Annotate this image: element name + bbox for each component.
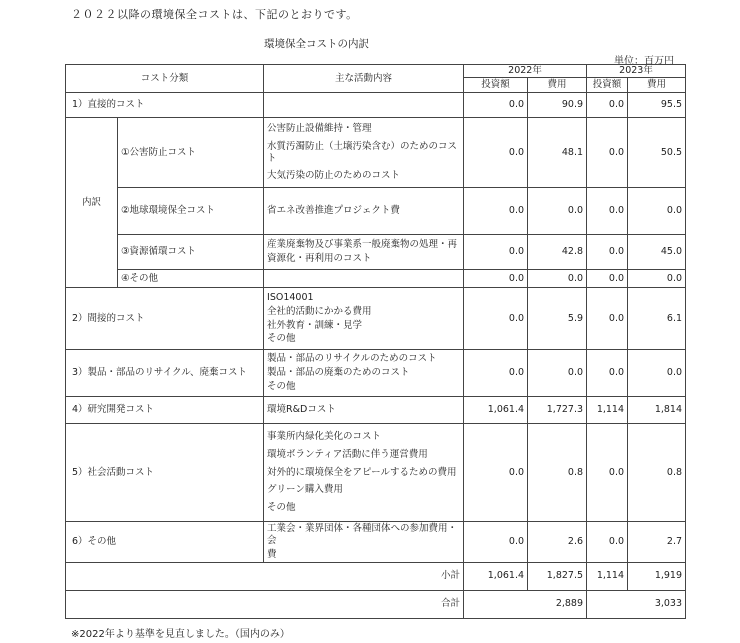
- value-cell: 0.0: [464, 288, 528, 350]
- activity-cell: [264, 235, 464, 270]
- activity-line: 製品・部品のリサイクルのためのコスト: [267, 353, 437, 365]
- activity-cell: [264, 188, 464, 235]
- activity-line: 対外的に環境保全をアピールするための費用: [267, 466, 457, 478]
- activity-line: ISO14001: [267, 291, 314, 303]
- activity-line: 公害防止設備維持・管理: [267, 122, 372, 134]
- intro-text: ２０２２以降の環境保全コストは、下記のとおりです。: [71, 8, 358, 21]
- value-cell: 1,827.5: [528, 562, 587, 590]
- activity-line: 社外教育・訓練・見学: [267, 319, 363, 331]
- value-cell: 6.1: [628, 288, 686, 350]
- value-cell: 48.1: [528, 118, 587, 188]
- value-cell: 45.0: [628, 235, 686, 270]
- activity-line: 製品・部品の廃棄のためのコスト: [267, 367, 410, 379]
- table-title: 環境保全コストの内訳: [264, 38, 369, 50]
- header-year-2023: 2023年: [587, 65, 686, 78]
- value-cell: 0.0: [528, 188, 587, 235]
- value-cell: 5.9: [528, 288, 587, 350]
- value-cell: 1,061.4: [464, 397, 528, 424]
- activity-cell: [264, 350, 464, 397]
- activity-line: 全社的活動にかかる費用: [267, 305, 372, 317]
- table-row: [66, 188, 686, 235]
- activity-cell: [264, 118, 464, 188]
- value-cell: 0.0: [464, 424, 528, 522]
- table-row: [66, 235, 686, 270]
- table-row: [66, 118, 686, 188]
- value-cell: 0.0: [587, 522, 628, 563]
- total-row: [66, 590, 686, 618]
- header-year-2022: 2022年: [464, 65, 587, 78]
- value-cell: 0.0: [628, 188, 686, 235]
- activity-line: 省エネ改善推進プロジェクト費: [267, 205, 400, 217]
- value-cell: 0.8: [628, 424, 686, 522]
- value-cell: 0.0: [464, 522, 528, 563]
- value-cell: 42.8: [528, 235, 587, 270]
- activity-line: 費: [267, 548, 277, 560]
- activity-cell: [264, 270, 464, 288]
- value-cell: 0.0: [587, 93, 628, 118]
- header-expense-2023: 費用: [628, 78, 686, 93]
- value-cell: 0.0: [464, 188, 528, 235]
- value-cell: 0.0: [464, 350, 528, 397]
- row-label-direct: 1）直接的コスト: [66, 93, 264, 118]
- value-cell: 0.8: [528, 424, 587, 522]
- value-cell: 0.0: [528, 350, 587, 397]
- value-cell: 0.0: [464, 93, 528, 118]
- activity-line: 事業所内緑化美化のコスト: [267, 430, 382, 442]
- activity-line: グリーン購入費用: [267, 484, 343, 496]
- row-label-other-sub: ④その他: [118, 270, 264, 288]
- table-row: [66, 350, 686, 397]
- total-2023: 3,033: [587, 590, 686, 618]
- subtotal-label: 小計: [66, 562, 464, 590]
- activity-line: 工業会・業界団体・各種団体への参加費用・会: [267, 523, 458, 546]
- table-row: [66, 93, 686, 118]
- activity-cell: [264, 288, 464, 350]
- row-label-pollution: ①公害防止コスト: [118, 118, 264, 188]
- value-cell: 0.0: [587, 350, 628, 397]
- value-cell: 0.0: [464, 270, 528, 288]
- row-label-social: 5）社会活動コスト: [66, 424, 264, 522]
- unit-label: 単位：百万円: [614, 56, 674, 67]
- activity-cell: [264, 522, 464, 563]
- activity-line: その他: [267, 333, 296, 345]
- value-cell: 0.0: [464, 118, 528, 188]
- environmental-cost-table: [65, 64, 686, 619]
- table-row: [66, 522, 686, 563]
- row-label-rnd: 4）研究開発コスト: [66, 397, 264, 424]
- table-row: [66, 270, 686, 288]
- row-label-other: 6）その他: [66, 522, 264, 563]
- row-label-indirect: 2）間接的コスト: [66, 288, 264, 350]
- value-cell: 2.7: [628, 522, 686, 563]
- value-cell: 0.0: [587, 288, 628, 350]
- activity-cell: [264, 93, 464, 118]
- activity-line: 水質汚濁防止（土壌汚染含む）のためのコスト: [267, 140, 458, 164]
- value-cell: 0.0: [587, 235, 628, 270]
- table-row: [66, 288, 686, 350]
- header-invest-2022: 投資額: [464, 78, 528, 93]
- value-cell: 1,061.4: [464, 562, 528, 590]
- value-cell: 1,814: [628, 397, 686, 424]
- row-label-recycle: 3）製品・部品のリサイクル、廃棄コスト: [66, 350, 264, 397]
- value-cell: 0.0: [628, 350, 686, 397]
- total-2022: 2,889: [464, 590, 587, 618]
- row-label-global: ②地球環境保全コスト: [118, 188, 264, 235]
- value-cell: 0.0: [464, 235, 528, 270]
- value-cell: 1,727.3: [528, 397, 587, 424]
- breakdown-label: 内訳: [66, 118, 118, 288]
- header-category: コスト分類: [66, 65, 264, 93]
- activity-line: 大気汚染の防止のためのコスト: [267, 170, 401, 182]
- activity-line: 環境R&Dコスト: [267, 404, 336, 416]
- activity-line: 資源化・再利用のコスト: [267, 253, 372, 264]
- value-cell: 1,919: [628, 562, 686, 590]
- table-row: [66, 397, 686, 424]
- value-cell: 0.0: [587, 270, 628, 288]
- value-cell: 0.0: [587, 118, 628, 188]
- value-cell: 0.0: [587, 188, 628, 235]
- value-cell: 95.5: [628, 93, 686, 118]
- value-cell: 90.9: [528, 93, 587, 118]
- value-cell: 0.0: [628, 270, 686, 288]
- activity-cell: [264, 424, 464, 522]
- value-cell: 2.6: [528, 522, 587, 563]
- activity-line: その他: [267, 380, 296, 392]
- subtotal-row: [66, 562, 686, 590]
- value-cell: 50.5: [628, 118, 686, 188]
- table-row: [66, 424, 686, 522]
- value-cell: 1,114: [587, 397, 628, 424]
- value-cell: 0.0: [528, 270, 587, 288]
- activity-line: 環境ボランティア活動に伴う運営費用: [267, 448, 428, 460]
- value-cell: 1,114: [587, 562, 628, 590]
- header-expense-2022: 費用: [528, 78, 587, 93]
- footnote: ※2022年より基準を見直しました。（国内のみ）: [71, 629, 290, 640]
- value-cell: 0.0: [587, 424, 628, 522]
- header-activity: 主な活動内容: [264, 65, 464, 93]
- header-invest-2023: 投資額: [587, 78, 628, 93]
- activity-line: 産業廃棄物及び事業系一般廃棄物の処理・再: [267, 239, 458, 251]
- total-label: 合計: [66, 590, 464, 618]
- activity-cell: [264, 397, 464, 424]
- row-label-resource: ③資源循環コスト: [118, 235, 264, 270]
- activity-line: その他: [267, 502, 296, 514]
